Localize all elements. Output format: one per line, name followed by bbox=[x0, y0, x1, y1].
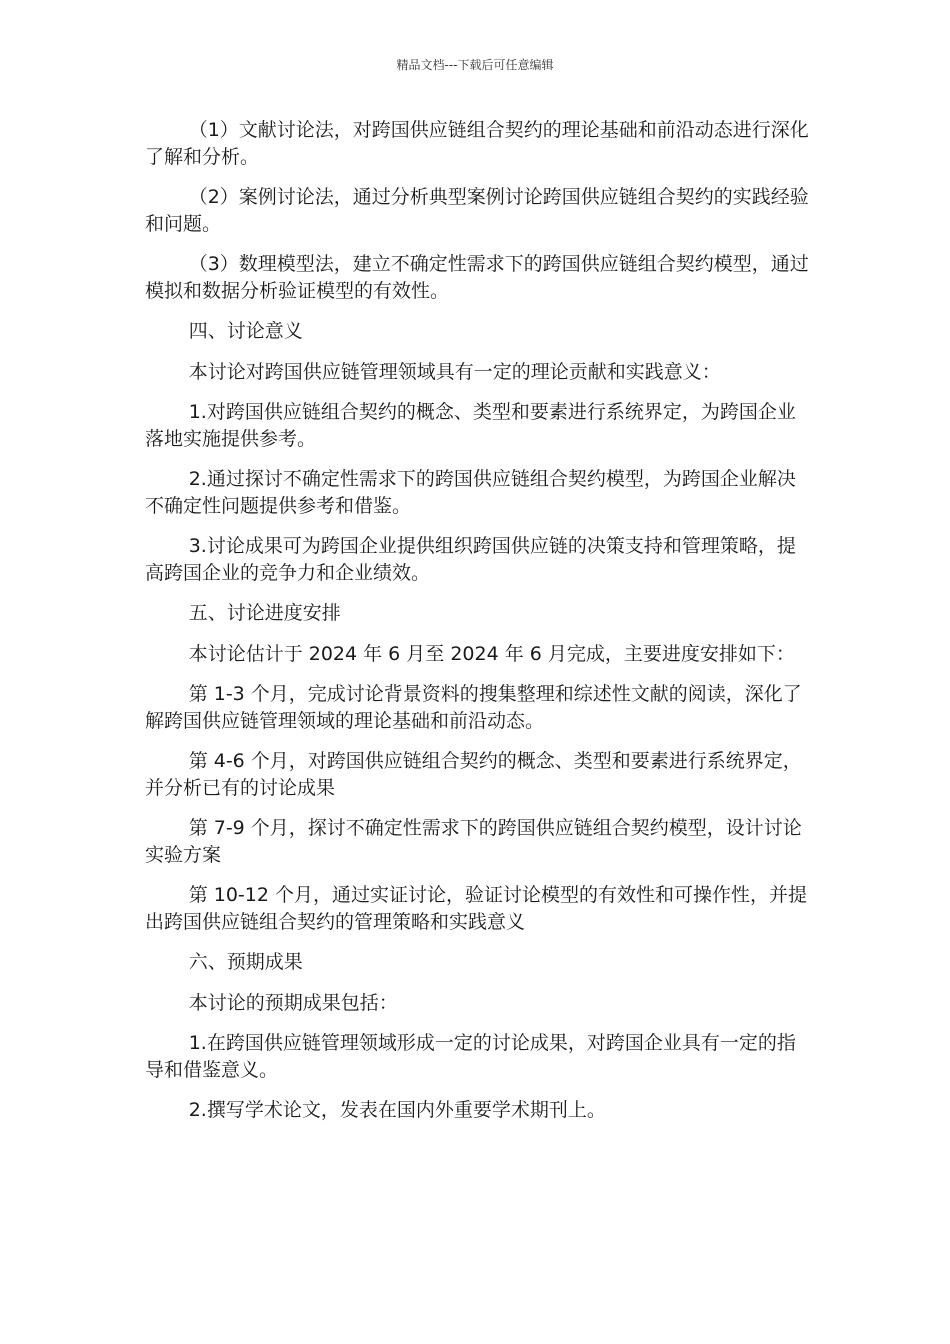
schedule-intro: 本讨论估计于 2024 年 6 月至 2024 年 6 月完成，主要进度安排如下： bbox=[188, 643, 795, 665]
section-heading-significance: 四、讨论意义 bbox=[188, 320, 303, 342]
method-model: （3）数理模型法，建立不确定性需求下的跨国供应链组合契约模型，通过模拟和数据分析验证模型的有效性。 bbox=[145, 253, 809, 302]
significance-item-3: 3.讨论成果可为跨国企业提供组织跨国供应链的决策支持和管理策略，提高跨国企业的竞争力和企业绩效。 bbox=[145, 535, 796, 584]
section-heading-schedule: 五、讨论进度安排 bbox=[188, 602, 341, 624]
document-body bbox=[145, 117, 809, 1137]
significance-intro: 本讨论对跨国供应链管理领域具有一定的理论贡献和实践意义： bbox=[188, 361, 721, 383]
method-literature: （1）文献讨论法，对跨国供应链组合契约的理论基础和前沿动态进行深化了解和分析。 bbox=[145, 119, 809, 168]
significance-item-2: 2.通过探讨不确定性需求下的跨国供应链组合契约模型，为跨国企业解决不确定性问题提供参考和借鉴。 bbox=[145, 468, 796, 517]
outcomes-intro: 本讨论的预期成果包括： bbox=[188, 992, 398, 1014]
outcomes-item-1: 1.在跨国供应链管理领域形成一定的讨论成果，对跨国企业具有一定的指导和借鉴意义。 bbox=[145, 1032, 796, 1081]
outcomes-item-2: 2.撰写学术论文，发表在国内外重要学术期刊上。 bbox=[188, 1099, 606, 1121]
schedule-item-2: 第 4-6 个月，对跨国供应链组合契约的概念、类型和要素进行系统界定，并分析已有的讨论成果 bbox=[145, 750, 802, 799]
schedule-item-4: 第 10-12 个月，通过实证讨论，验证讨论模型的有效性和可操作性，并提出跨国供应链组合契约的管理策略和实践意义 bbox=[145, 884, 807, 933]
page-header: 精品文档---下载后可任意编辑 bbox=[396, 58, 554, 72]
schedule-item-1: 第 1-3 个月，完成讨论背景资料的搜集整理和综述性文献的阅读，深化了解跨国供应链管理领域的理论基础和前沿动态。 bbox=[145, 683, 802, 732]
schedule-item-3: 第 7-9 个月，探讨不确定性需求下的跨国供应链组合契约模型，设计讨论实验方案 bbox=[145, 817, 802, 866]
method-case: （2）案例讨论法，通过分析典型案例讨论跨国供应链组合契约的实践经验和问题。 bbox=[145, 186, 809, 235]
significance-item-1: 1.对跨国供应链组合契约的概念、类型和要素进行系统界定，为跨国企业落地实施提供参考。 bbox=[145, 401, 796, 450]
section-heading-outcomes: 六、预期成果 bbox=[188, 951, 303, 973]
